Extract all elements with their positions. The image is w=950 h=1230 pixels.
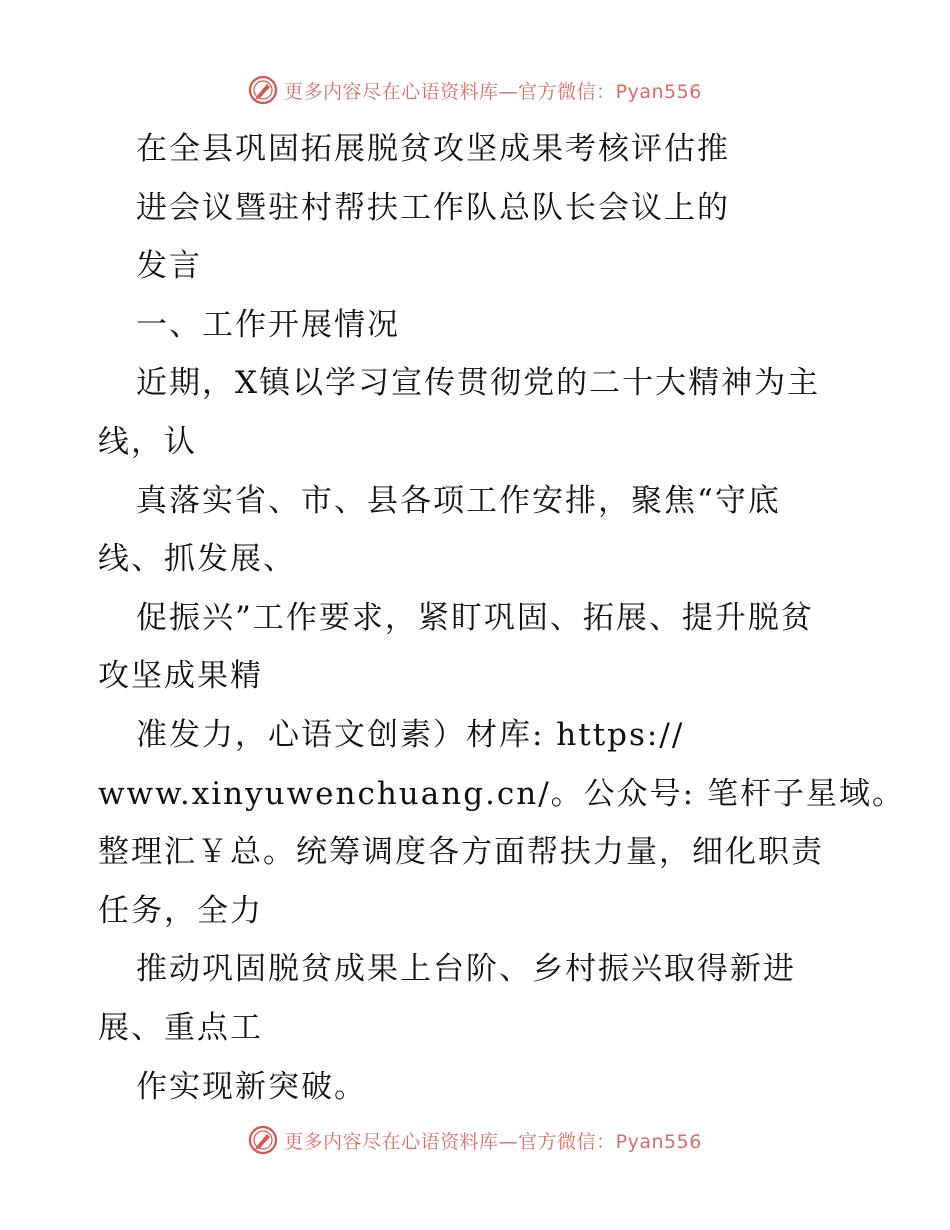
footer-watermark <box>0 1120 950 1160</box>
section-heading: 一、工作开展情况 <box>136 306 400 343</box>
body-line: 线、抓发展、 <box>98 541 296 578</box>
title-line-3: 发言 <box>136 248 202 285</box>
title-line-1: 在全县巩固拓展脱贫攻坚成果考核评估推 <box>136 131 730 167</box>
title-line-2: 进会议暨驻村帮扶工作队总队长会议上的 <box>136 189 730 226</box>
body-paragraph <box>98 354 905 1116</box>
pen-nib-seal-icon <box>248 75 278 105</box>
body-line: 整理汇￥总。统筹调度各方面帮扶力量，细化职责 <box>98 834 824 871</box>
body-line: 推动巩固脱贫成果上台阶、乡村振兴取得新进 <box>136 951 796 988</box>
body-line: 线，认 <box>98 423 197 460</box>
body-line: www.xinyuwenchuang.cn/。公众号: 笔杆子星域。 <box>98 775 905 812</box>
body-line: 攻坚成果精 <box>98 658 263 695</box>
body-line: 促振兴”工作要求，紧盯巩固、拓展、提升脱贫 <box>136 599 814 636</box>
document-body <box>98 120 905 1116</box>
body-line: 作实现新突破。 <box>136 1068 367 1105</box>
watermark-text: 更多内容尽在心语资料库—官方微信：Pyan556 <box>284 80 702 103</box>
header-watermark <box>0 70 950 110</box>
body-line: 展、重点工 <box>98 1009 263 1046</box>
body-line: 近期，X镇以学习宣传贯彻党的二十大精神为主 <box>136 365 821 402</box>
watermark-text: 更多内容尽在心语资料库—官方微信：Pyan556 <box>284 1130 702 1153</box>
body-line: 准发力，心语文创素）材库: https:// <box>136 716 685 753</box>
pen-nib-seal-icon <box>248 1125 278 1155</box>
body-line: 任务，全力 <box>98 892 263 929</box>
body-line: 真落实省、市、县各项工作安排，聚焦“守底 <box>136 482 781 519</box>
